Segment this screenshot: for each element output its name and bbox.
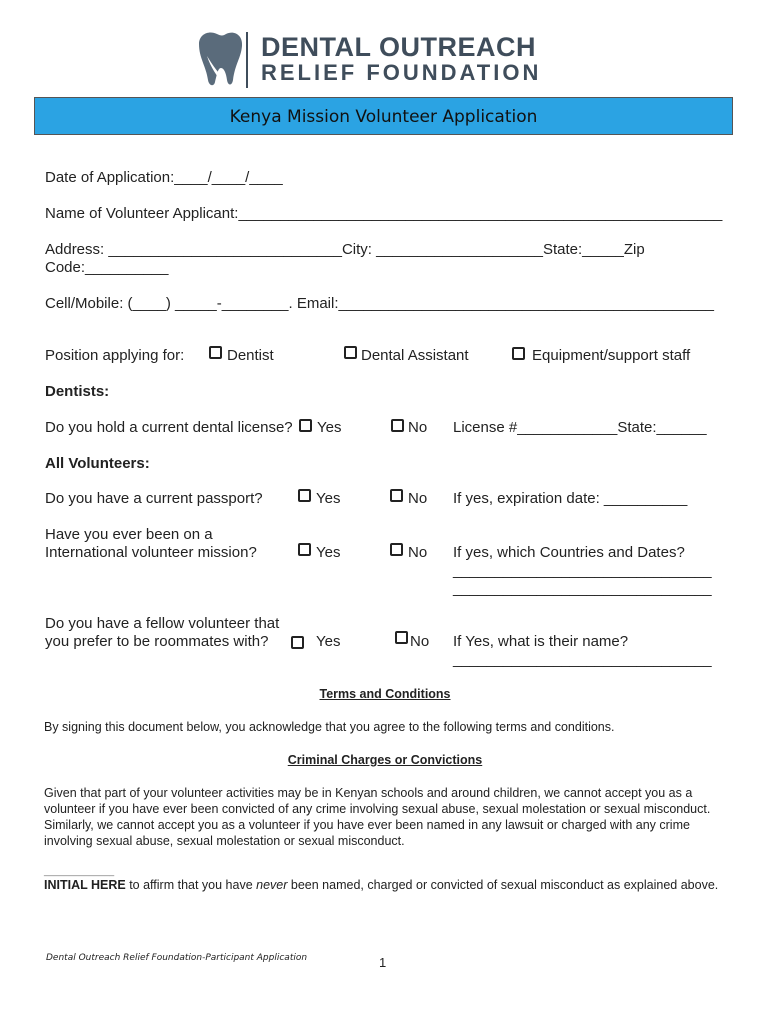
- initial-here-label: INITIAL HERE: [44, 878, 126, 892]
- tooth-logo-icon: [193, 30, 253, 90]
- initial-text-1: to affirm that you have: [125, 878, 257, 892]
- equipment-support-checkbox[interactable]: [512, 347, 525, 360]
- roommate-question-line2: you prefer to be roommates with?: [45, 633, 269, 650]
- roommate-no-label: No: [410, 633, 430, 650]
- date-of-application-field[interactable]: Date of Application:____/____/____: [45, 169, 283, 186]
- mission-yes-label: Yes: [316, 544, 341, 561]
- page-title: Kenya Mission Volunteer Application: [229, 107, 538, 127]
- roommate-name-label: If Yes, what is their name?: [453, 633, 629, 650]
- mission-countries-label: If yes, which Countries and Dates?: [453, 544, 685, 561]
- terms-text: By signing this document below, you acknowledge that you agree to the following terms and conditions.: [44, 720, 615, 734]
- passport-expiration-field[interactable]: If yes, expiration date: __________: [453, 490, 688, 507]
- all-volunteers-heading: All Volunteers:: [45, 455, 150, 472]
- mission-yes-checkbox[interactable]: [298, 543, 311, 556]
- foundation-logo: [193, 30, 553, 90]
- roommate-question-line1: Do you have a fellow volunteer that: [45, 615, 280, 632]
- logo-line2: RELIEF FOUNDATION: [261, 60, 542, 85]
- mission-countries-line1[interactable]: _______________________________: [453, 562, 712, 579]
- mission-countries-line2[interactable]: _______________________________: [453, 580, 712, 597]
- mission-question-line2: International volunteer mission?: [45, 544, 257, 561]
- mission-no-checkbox[interactable]: [390, 543, 403, 556]
- dental-assistant-checkbox[interactable]: [344, 346, 357, 359]
- passport-question: Do you have a current passport?: [45, 490, 263, 507]
- dentists-heading: Dentists:: [45, 383, 110, 400]
- terms-heading: Terms and Conditions: [319, 687, 451, 701]
- phone-email-field[interactable]: Cell/Mobile: (____) _____-________. Email:_____________________________________________: [45, 295, 714, 312]
- license-question: Do you hold a current dental license?: [45, 419, 293, 436]
- roommate-yes-label: Yes: [316, 633, 341, 650]
- position-label: Position applying for:: [45, 347, 185, 364]
- license-no-label: No: [408, 419, 428, 436]
- dentist-checkbox[interactable]: [209, 346, 222, 359]
- roommate-yes-checkbox[interactable]: [291, 636, 304, 649]
- criminal-text: Given that part of your volunteer activities may be in Kenyan schools and around children, we cannot accept you as a volunteer if you have ever been convicted of any crime involving sexual abuse, sexual molestation or sexual misconduct. Similarly, we cannot accept you as a volunteer if you have ever been named in any lawsuit or charged with any crime involving sexual abuse, sexual molestation or sexual misconduct.: [44, 786, 711, 848]
- passport-no-checkbox[interactable]: [390, 489, 403, 502]
- license-number-field[interactable]: License #____________State:______: [453, 419, 707, 436]
- passport-yes-checkbox[interactable]: [298, 489, 311, 502]
- license-no-checkbox[interactable]: [391, 419, 404, 432]
- license-yes-label: Yes: [317, 419, 342, 436]
- mission-question-line1: Have you ever been on a: [45, 526, 213, 543]
- dental-assistant-option-label: Dental Assistant: [361, 347, 469, 364]
- zip-code-field[interactable]: Code:__________: [45, 259, 169, 276]
- initial-statement: [44, 878, 718, 892]
- license-yes-checkbox[interactable]: [299, 419, 312, 432]
- criminal-heading: Criminal Charges or Convictions: [287, 753, 483, 767]
- initial-text-2: been named, charged or convicted of sexual misconduct as explained above.: [287, 878, 719, 892]
- passport-yes-label: Yes: [316, 490, 341, 507]
- dentist-option-label: Dentist: [227, 347, 274, 364]
- roommate-no-checkbox[interactable]: [395, 631, 408, 644]
- address-field[interactable]: Address: ____________________________City: ____________________State:_____Zip: [45, 241, 645, 258]
- logo-line1: DENTAL OUTREACH: [261, 32, 536, 62]
- footer-label: Dental Outreach Relief Foundation-Participant Application: [46, 953, 308, 963]
- title-banner: [34, 97, 733, 135]
- roommate-name-field[interactable]: _______________________________: [453, 651, 712, 668]
- volunteer-name-field[interactable]: Name of Volunteer Applicant:__________________________________________________________: [45, 205, 723, 222]
- passport-no-label: No: [408, 490, 428, 507]
- equipment-support-option-label: Equipment/support staff: [532, 347, 691, 364]
- mission-no-label: No: [408, 544, 428, 561]
- initial-blank[interactable]: ______________: [44, 866, 115, 876]
- page-number: 1: [379, 955, 387, 970]
- initial-never: never: [256, 878, 288, 892]
